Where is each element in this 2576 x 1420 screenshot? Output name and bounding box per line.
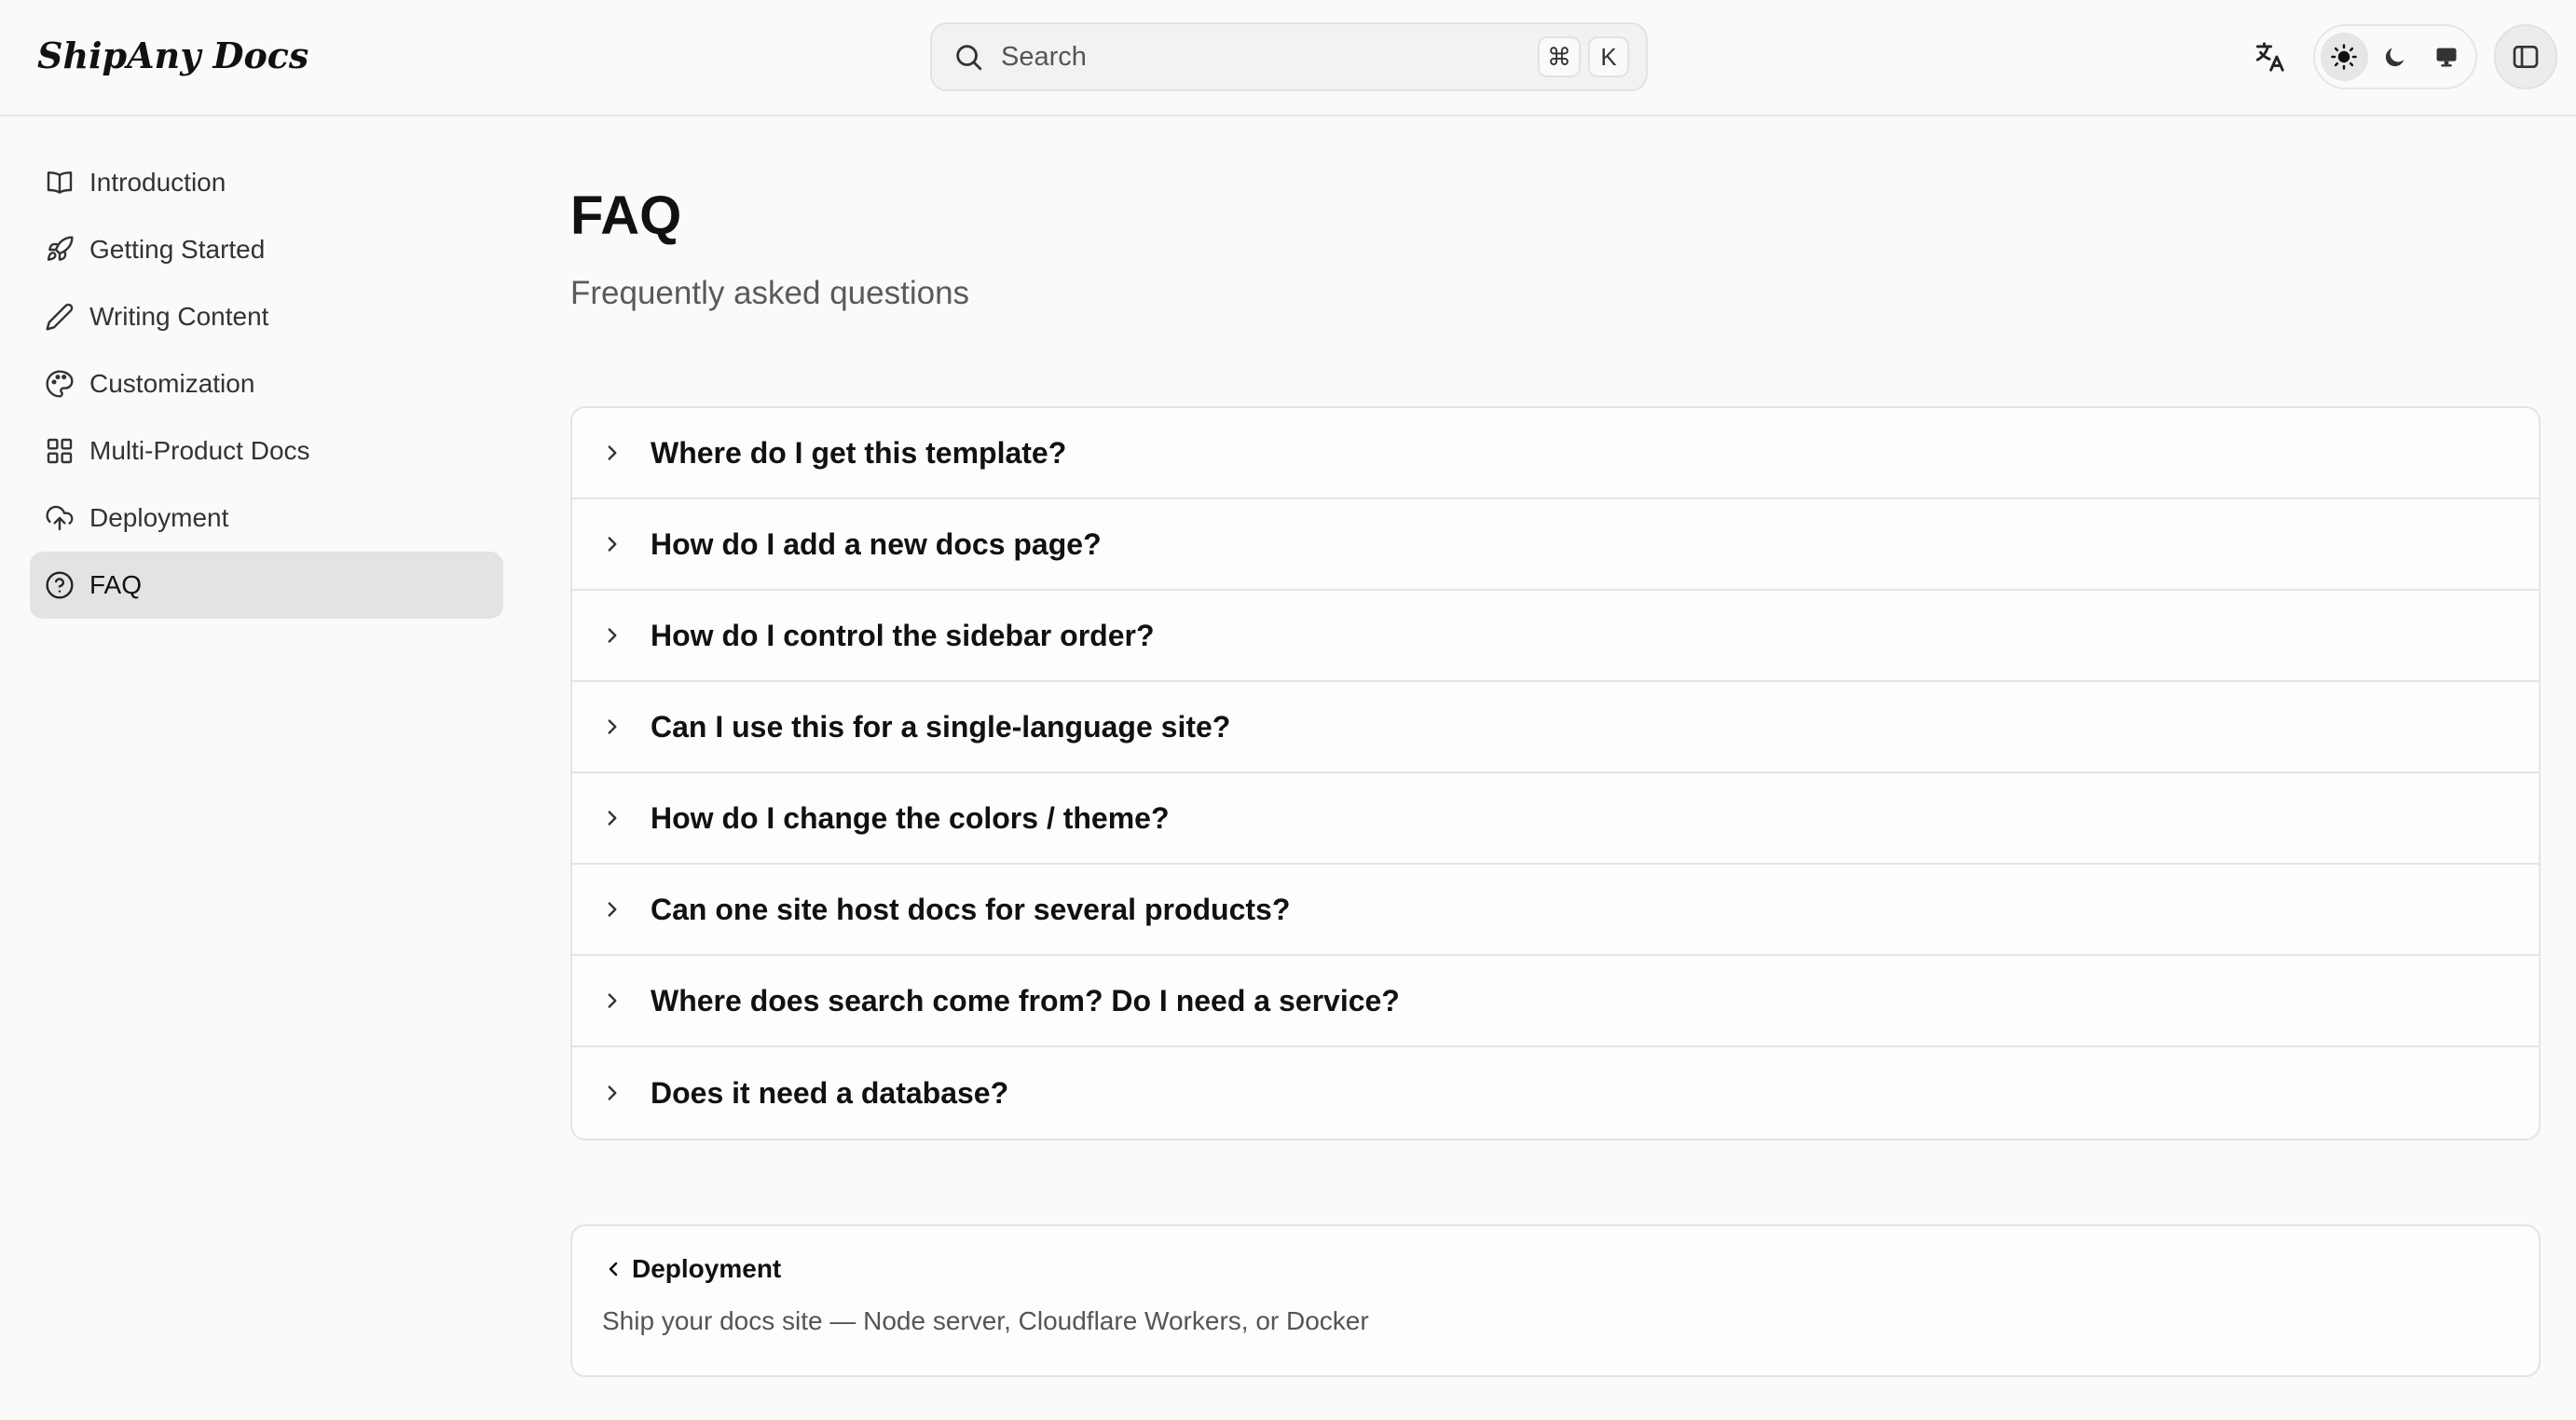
chevron-right-icon <box>600 897 624 922</box>
chevron-right-icon <box>600 989 624 1013</box>
sidebar-panel-icon <box>2511 42 2541 72</box>
previous-page-card[interactable] <box>570 1224 2541 1377</box>
top-header <box>0 0 2576 116</box>
chevron-right-icon <box>600 715 624 739</box>
palette-icon <box>45 369 75 399</box>
previous-page-title: Deployment <box>632 1254 782 1283</box>
sidebar-item-multi-product-docs[interactable] <box>30 417 503 485</box>
faq-item[interactable] <box>572 773 2539 865</box>
chevron-right-icon <box>600 806 624 830</box>
faq-accordion <box>570 406 2541 1140</box>
chevron-right-icon <box>600 532 624 556</box>
theme-light-button[interactable] <box>2321 33 2368 81</box>
language-icon <box>2252 39 2287 75</box>
sidebar-item-label: Getting Started <box>89 235 266 264</box>
sidebar-toggle-button[interactable] <box>2494 24 2557 89</box>
faq-question: How do I change the colors / theme? <box>651 800 1170 835</box>
faq-item[interactable] <box>572 1047 2539 1139</box>
sidebar-item-deployment[interactable] <box>30 485 503 552</box>
main-content <box>570 177 2541 1377</box>
chevron-right-icon <box>600 623 624 648</box>
language-button[interactable] <box>2246 35 2293 78</box>
sidebar-item-introduction[interactable] <box>30 149 503 216</box>
page-subtitle: Frequently asked questions <box>570 275 970 311</box>
faq-question: Where do I get this template? <box>651 435 1067 470</box>
search-icon <box>952 41 984 73</box>
monitor-icon <box>2433 44 2460 70</box>
sidebar-item-label: Introduction <box>89 168 226 197</box>
shortcut-key-cmd: ⌘ <box>1538 36 1581 77</box>
sidebar-item-writing-content[interactable] <box>30 283 503 350</box>
sidebar-item-label: Writing Content <box>89 302 269 331</box>
sidebar-item-label: Customization <box>89 369 255 398</box>
previous-page-title-row <box>602 1254 2509 1284</box>
search-bar[interactable] <box>930 22 1648 91</box>
sidebar-item-faq[interactable] <box>30 552 503 619</box>
pen-icon <box>45 302 75 332</box>
chevron-right-icon <box>600 1081 624 1105</box>
sidebar-nav <box>30 149 503 619</box>
theme-dark-button[interactable] <box>2372 33 2419 81</box>
cloud-upload-icon <box>45 503 75 533</box>
faq-item[interactable] <box>572 499 2539 591</box>
faq-item[interactable] <box>572 591 2539 682</box>
chevron-left-icon <box>602 1258 624 1280</box>
rocket-icon <box>45 235 75 265</box>
faq-question: How do I control the sidebar order? <box>651 618 1155 652</box>
faq-question: Can I use this for a single-language site? <box>651 709 1231 744</box>
page-title: FAQ <box>570 185 682 246</box>
sidebar-item-getting-started[interactable] <box>30 216 503 283</box>
book-icon <box>45 168 75 198</box>
previous-page-description: Ship your docs site — Node server, Cloudflare Workers, or Docker <box>602 1306 1369 1335</box>
sun-icon <box>2330 43 2358 71</box>
search-placeholder: Search <box>1001 41 1087 72</box>
sidebar-item-customization[interactable] <box>30 350 503 417</box>
faq-question: Where does search come from? Do I need a service? <box>651 983 1400 1017</box>
grid-icon <box>45 436 75 466</box>
help-circle-icon <box>45 570 75 600</box>
faq-question: Can one site host docs for several products? <box>651 892 1291 926</box>
sidebar-item-label: Multi-Product Docs <box>89 436 310 465</box>
site-logo[interactable]: ShipAny Docs <box>37 34 309 76</box>
faq-item[interactable] <box>572 682 2539 773</box>
faq-item[interactable] <box>572 865 2539 956</box>
shortcut-key-k: K <box>1588 36 1629 77</box>
chevron-right-icon <box>600 441 624 465</box>
faq-question: Does it need a database? <box>651 1075 1009 1110</box>
theme-system-button[interactable] <box>2422 33 2470 81</box>
faq-item[interactable] <box>572 956 2539 1047</box>
faq-item[interactable] <box>572 408 2539 499</box>
moon-icon <box>2382 44 2408 70</box>
theme-switcher <box>2313 24 2477 89</box>
sidebar-item-label: Deployment <box>89 503 229 532</box>
sidebar-item-label: FAQ <box>89 570 143 599</box>
faq-question: How do I add a new docs page? <box>651 526 1102 561</box>
